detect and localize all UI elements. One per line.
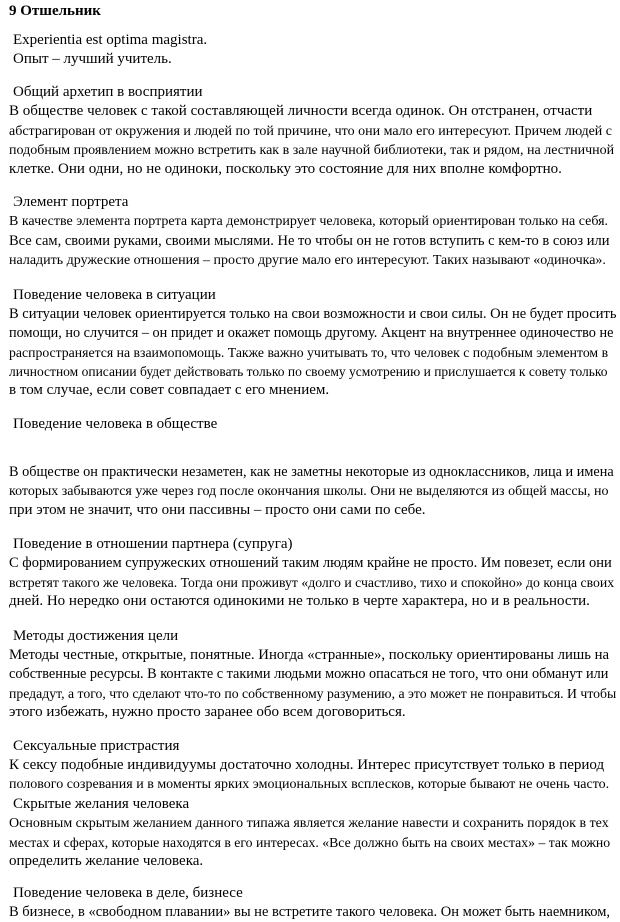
paragraph-line: распространяется на взаимопомощь. Также важно учитывать то, что человек с подобным элементом в [9, 345, 609, 360]
paragraph-line: наладить дружеские отношения – просто другие мало его интересуют. Таких называют «одиночка». [9, 253, 606, 268]
section-heading: Поведение человека в деле, бизнесе [13, 885, 243, 901]
section-heading: Методы достижения цели [13, 628, 179, 644]
paragraph-line: предадут, а того, что сделают что-то по собственному разумению, а это может не понравиться. И чтобы [9, 686, 617, 701]
epigraph-latin: Experientia est optima magistra. [13, 32, 208, 48]
section-heading: Поведение человека в ситуации [13, 287, 216, 303]
paragraph-line: клетке. Они одни, но не одиноки, поскольку это состояние для них вполне комфортно. [9, 161, 562, 177]
paragraph-line: полового созревания и в моменты ярких эмоциональных всплесков, которые бывают не очень часто. [9, 777, 610, 792]
paragraph-line: этого избежать, нужно просто заранее обо всем договориться. [9, 704, 406, 720]
section-heading: Поведение в отношении партнера (супруга) [13, 536, 293, 552]
paragraph-line: В ситуации человек ориентируется только на свои возможности и свои силы. Он не будет просить [9, 306, 617, 322]
paragraph-line: В качестве элемента портрета карта демонстрирует человека, который ориентирован только на себя. [9, 214, 609, 229]
section-heading: Поведение человека в обществе [13, 416, 218, 432]
page-title: 9 Отшельник [9, 3, 101, 19]
section-heading: Скрытые желания человека [13, 796, 190, 812]
paragraph-line: при этом не значит, что они пассивны – просто они сами по себе. [9, 502, 426, 518]
paragraph-line: В бизнесе, в «свободном плавании» вы не встретите такого человека. Он может быть наемником, [9, 904, 611, 920]
section-heading: Общий архетип в восприятии [13, 84, 203, 100]
section-heading: Элемент портрета [13, 194, 129, 210]
paragraph-line: подобным проявлением можно встретить как в зале научной библиотеки, так и рядом, на лестничной [9, 143, 615, 158]
paragraph-line: С формированием супружеских отношений таким людям крайне не просто. Им повезет, если они [9, 555, 612, 571]
paragraph-line: абстрагирован от окружения и людей по той причине, что они мало его интересуют. Причем людей с [9, 124, 613, 139]
paragraph-line: помощи, но случится – он придет и окажет помощь другому. Акцент на внутреннее одиночество не [9, 325, 614, 341]
paragraph-line: Все сам, своими руками, своими мыслями. Не то чтобы он не готов вступить с кем-то в союз или [9, 233, 610, 249]
paragraph-line: в том случае, если совет совпадает с его мнением. [9, 382, 330, 398]
paragraph-line: определить желание человека. [9, 853, 204, 869]
paragraph-line: Основным скрытым желанием данного типажа является желание навести и сохранить порядок в тех [9, 816, 609, 831]
paragraph-line: личностном описании будет действовать только по своему усмотрению и прислушается к совету только [9, 364, 608, 379]
section-heading: Сексуальные пристрастия [13, 738, 180, 754]
paragraph-line: дней. Но нередко они остаются одинокими не только в черте характера, но и в реальности. [9, 593, 590, 609]
epigraph-translation: Опыт – лучший учитель. [13, 51, 172, 67]
paragraph-line: В обществе он практически незаметен, как не заметны некоторые из одноклассников, лица и имена [9, 464, 614, 480]
paragraph-line: К сексу подобные индивидуумы достаточно холодны. Интерес присутствует только в период [9, 757, 605, 773]
paragraph-line: которых забываются уже через год после окончания школы. Они не выделяются из общей массы, но [9, 484, 609, 499]
paragraph-line: встретят такого же человека. Тогда они проживут «долго и счастливо, тихо и спокойно» до конца своих [9, 575, 615, 590]
paragraph-line: собственные ресурсы. В контакте с такими людьми можно опасаться не того, что они обманут или [9, 666, 609, 682]
paragraph-line: Методы честные, открытые, понятные. Иногда «странные», поскольку ориентированы лишь на [9, 647, 610, 663]
paragraph-line: В обществе человек с такой составляющей личности всегда одинок. Он отстранен, отчасти [9, 103, 593, 119]
paragraph-line: местах и сферах, которые находятся в его интересах. «Все должно быть на своих местах» – так можно [9, 835, 611, 850]
